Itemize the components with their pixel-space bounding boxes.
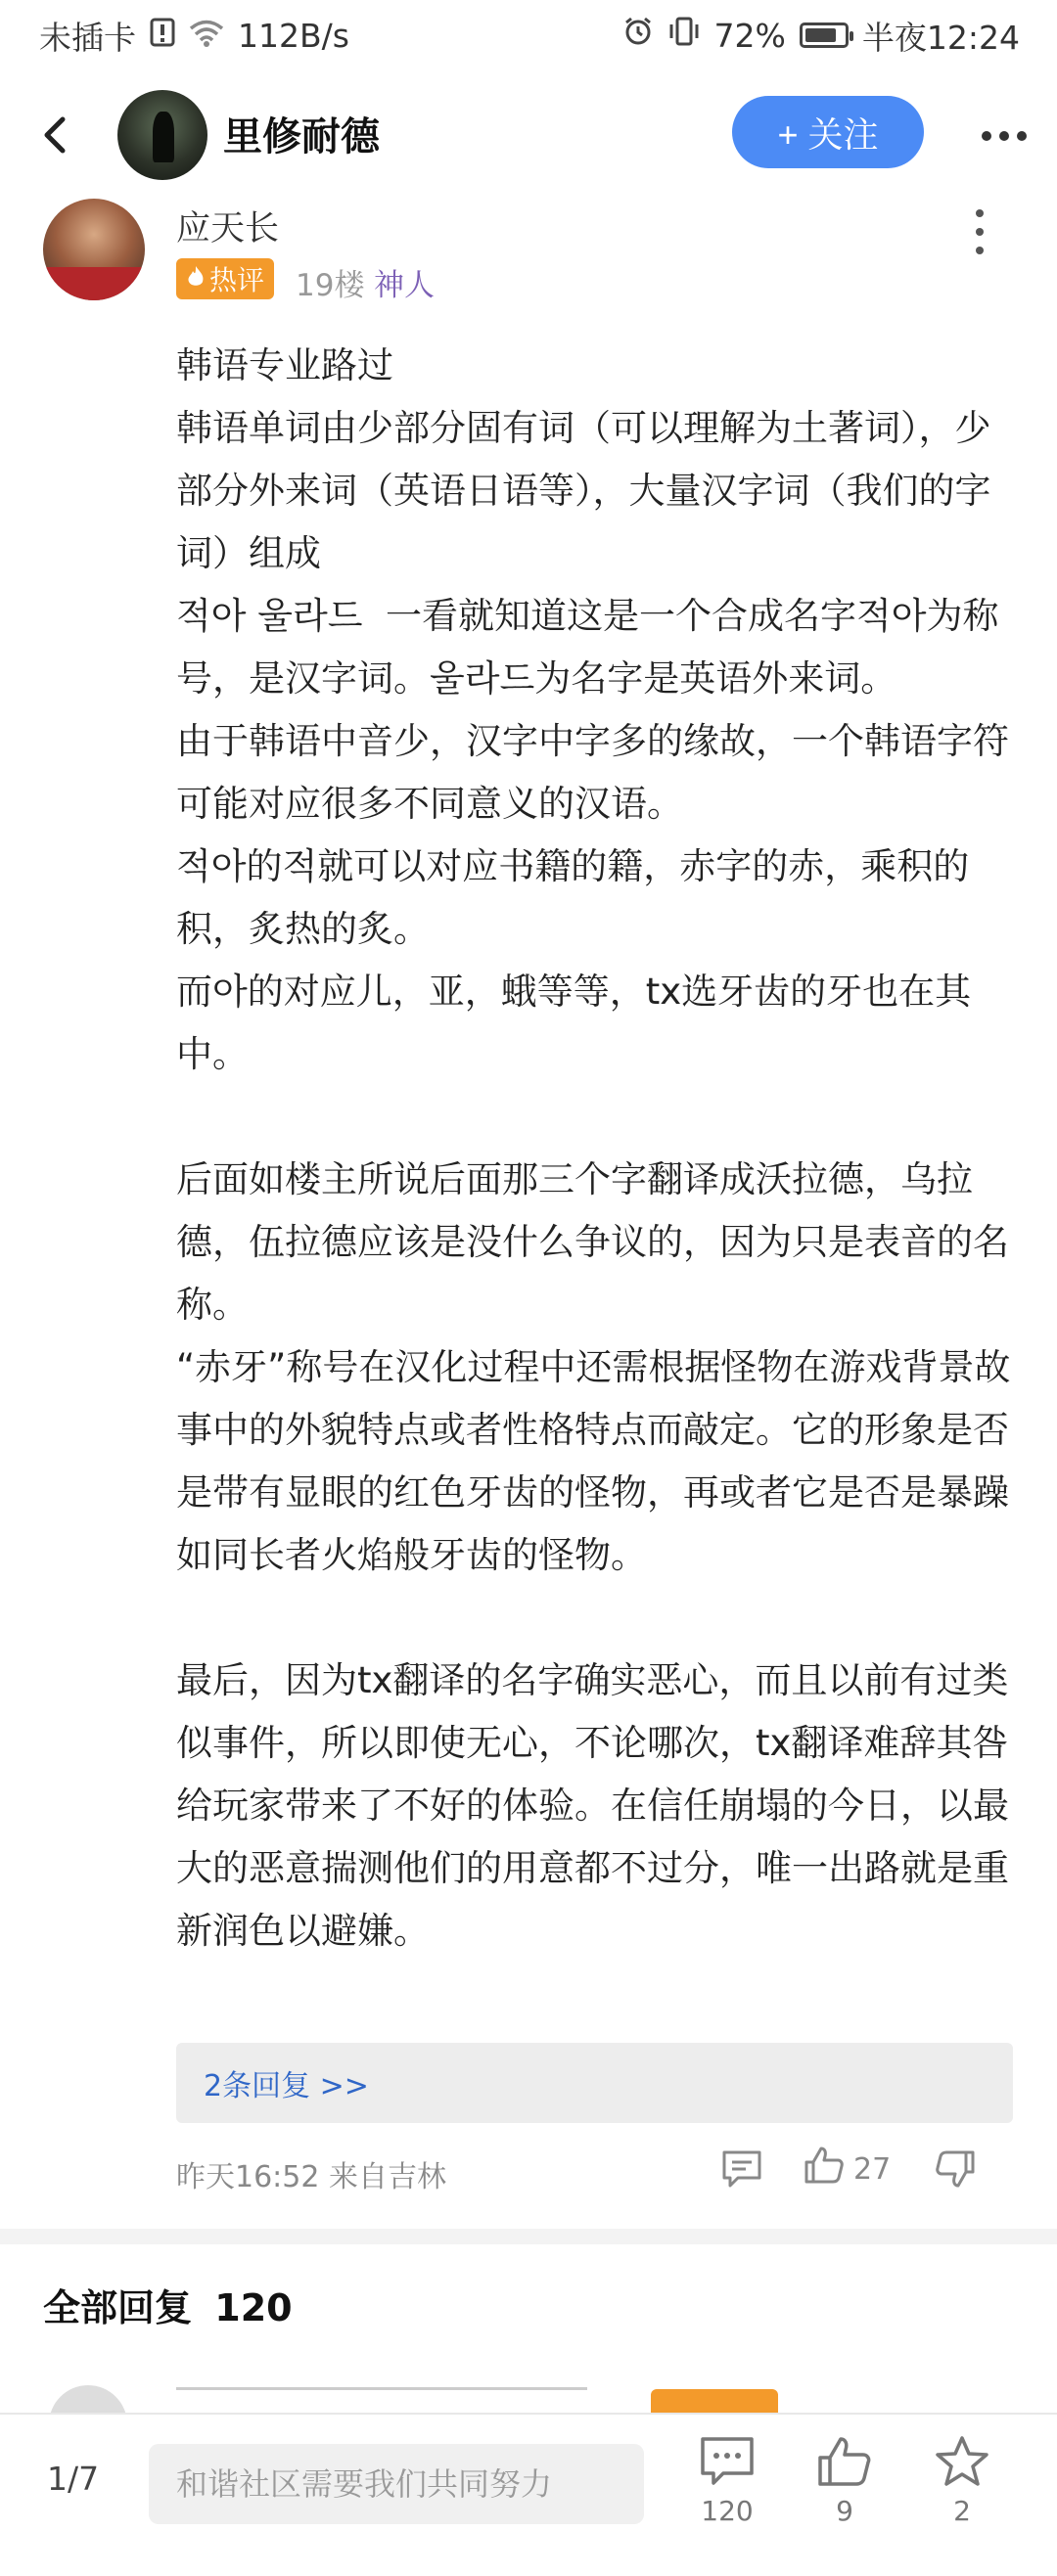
battery-percent: 72% <box>713 16 786 55</box>
avatar <box>49 2385 127 2413</box>
paragraph: 由于韩语中音少，汉字中字多的缘故，一个韩语字符可能对应很多不同意义的汉语。 <box>176 720 1009 825</box>
user-avatar[interactable] <box>43 199 145 300</box>
bottom-bar <box>0 2413 1057 2576</box>
carrier-label: 未插卡 <box>39 18 136 57</box>
favorite-button[interactable] <box>918 2434 1006 2527</box>
blank-line <box>176 1086 1018 1149</box>
blank-line <box>176 1587 1018 1650</box>
like-count: 27 <box>853 2151 892 2187</box>
post-location: 来自吉林 <box>329 2160 447 2194</box>
stars-count: 2 <box>953 2495 971 2527</box>
status-bar <box>0 0 1057 70</box>
network-speed: 112B/s <box>238 16 349 55</box>
sub-replies-link[interactable]: 2条回复 >> <box>176 2043 1013 2123</box>
paragraph: 韩语专业路过 <box>176 344 393 386</box>
paragraph: 最后，因为tx翻译的名字确实恶心，而且以前有过类似事件，所以即使无心，不论哪次，tx翻译难辞其咎给玩家带来了不好的体验。在信任崩塌的今日，以最大的恶意揣测他们的用意都不过分，唯一出路就是重新润色以避嫌。 <box>176 1659 1009 1952</box>
like-button[interactable] <box>803 2145 891 2193</box>
user-tag: 神人 <box>374 268 435 303</box>
alarm-icon <box>622 16 654 55</box>
paragraph: 韩语单词由少部分固有词（可以理解为土著词），少部分外来词（英语日语等），大量汉字词（我们的字词）组成 <box>176 407 991 574</box>
top-nav <box>0 86 1057 194</box>
comment-bubble-icon <box>683 2434 771 2489</box>
flame-icon <box>186 263 206 295</box>
thumbs-up-icon <box>801 2434 889 2489</box>
post-meta <box>176 2152 446 2195</box>
page-indicator[interactable]: 1/7 <box>47 2460 100 2498</box>
forum-avatar[interactable] <box>117 90 207 180</box>
floor-number: 19楼 <box>296 268 365 303</box>
post-actions <box>720 2145 977 2193</box>
back-arrow-icon[interactable] <box>29 108 84 162</box>
next-reply-preview <box>0 2377 1057 2413</box>
forum-name[interactable]: 里修耐德 <box>223 114 380 159</box>
section-divider <box>0 2229 1057 2244</box>
like-post-button[interactable] <box>801 2434 889 2527</box>
reply-input[interactable] <box>149 2444 644 2524</box>
follow-button[interactable]: + 关注 <box>732 96 924 168</box>
paragraph: 적아 울라드 一看就知道这是一个合成名字적아为称号，是汉字词。울라드为名字是英语外来词。 <box>176 595 999 700</box>
all-replies-count: 120 <box>214 2286 293 2329</box>
post-content <box>176 335 1018 1963</box>
more-vertical-icon[interactable] <box>965 209 994 254</box>
comment-icon[interactable] <box>720 2148 763 2190</box>
sim-alert-icon <box>150 17 175 55</box>
clock: 半夜12:24 <box>861 18 1020 57</box>
paragraph: 后面如楼主所说后面那三个字翻译成沃拉德，乌拉德，伍拉德应该是没什么争议的，因为只是表音的名称。 <box>176 1158 1009 1326</box>
thumbs-up-icon <box>803 2145 846 2193</box>
username[interactable]: 应天长 <box>176 209 280 249</box>
all-replies-label: 全部回复 <box>43 2286 193 2329</box>
comments-button[interactable] <box>683 2434 771 2527</box>
vibrate-icon <box>667 16 701 55</box>
more-horizontal-icon[interactable] <box>979 108 1030 156</box>
post-time: 昨天16:52 <box>176 2160 320 2194</box>
paragraph: 적아的적就可以对应书籍的籍，赤字的赤，乘积的积，炙热的炙。 <box>176 845 970 950</box>
badge <box>651 2389 778 2413</box>
likes-count: 9 <box>836 2495 853 2527</box>
battery-icon <box>800 23 849 48</box>
reply-text-cutoff <box>176 2387 587 2413</box>
all-replies-header <box>43 2278 293 2331</box>
paragraph: “赤牙”称号在汉化过程中还需根据怪物在游戏背景故事中的外貌特点或者性格特点而敲定。它的形象是否是带有显眼的红色牙齿的怪物，再或者它是否是暴躁如同长者火焰般牙齿的怪物。 <box>176 1346 1011 1576</box>
star-icon <box>918 2434 1006 2489</box>
hot-badge-label: 热评 <box>209 264 265 296</box>
paragraph: 而아的对应儿，亚，蛾等等，tx选牙齿的牙也在其中。 <box>176 971 972 1075</box>
thumbs-down-icon[interactable] <box>934 2148 977 2190</box>
comments-count: 120 <box>701 2495 754 2527</box>
wifi-icon <box>189 17 224 55</box>
hot-comment-badge <box>176 258 274 299</box>
